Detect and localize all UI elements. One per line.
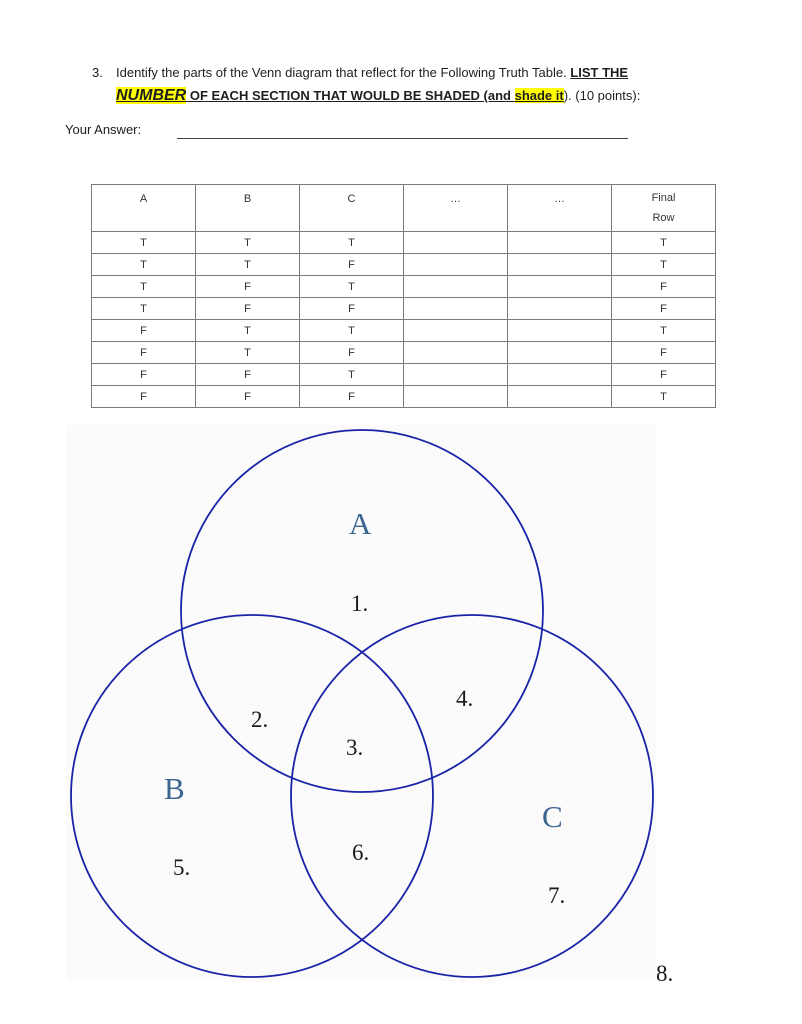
truth-table-cell: T	[612, 232, 716, 254]
truth-table-cell: T	[92, 254, 196, 276]
section-2[interactable]: 2.	[251, 707, 269, 732]
truth-table-cell: T	[196, 342, 300, 364]
truth-table-cell: F	[92, 386, 196, 408]
truth-table-cell: T	[300, 364, 404, 386]
header-a: A	[92, 185, 196, 232]
truth-table-cell: T	[196, 320, 300, 342]
truth-table-cell: F	[612, 364, 716, 386]
truth-table-cell: F	[300, 386, 404, 408]
shade-it-highlight: shade it	[514, 88, 564, 103]
circle-c	[291, 615, 653, 977]
section-7[interactable]: 7.	[548, 883, 566, 908]
header-c: C	[300, 185, 404, 232]
truth-table-cell: T	[612, 386, 716, 408]
truth-table-cell: F	[196, 386, 300, 408]
section-5[interactable]: 5.	[173, 855, 191, 880]
truth-table-cell: T	[300, 276, 404, 298]
truth-table-cell: F	[300, 298, 404, 320]
truth-table-cell: T	[300, 320, 404, 342]
truth-table-cell: F	[196, 276, 300, 298]
truth-table-cell: T	[92, 298, 196, 320]
truth-table-cell: F	[612, 298, 716, 320]
answer-label: Your Answer:	[65, 122, 142, 137]
section-6[interactable]: 6.	[352, 840, 370, 865]
header-final-row: Final Row	[612, 185, 716, 232]
truth-table-cell: F	[196, 298, 300, 320]
truth-table-cell: F	[612, 342, 716, 364]
truth-table-cell: T	[196, 254, 300, 276]
truth-table-cell: F	[196, 364, 300, 386]
question-text-part: Identify the parts of the Venn diagram that reflect for the Following Truth Table.	[116, 65, 571, 80]
truth-table-cell: T	[612, 254, 716, 276]
truth-table-cell: T	[196, 232, 300, 254]
section-1[interactable]: 1.	[351, 591, 369, 616]
truth-table-cell: T	[300, 232, 404, 254]
set-label-a: A	[349, 506, 372, 541]
truth-table-cell: F	[92, 320, 196, 342]
header-b: B	[196, 185, 300, 232]
question-emphasis-2: OF EACH SECTION THAT WOULD BE SHADED (and	[186, 88, 515, 103]
truth-table-cell: F	[92, 364, 196, 386]
question-number: 3.	[92, 65, 103, 80]
section-3[interactable]: 3.	[346, 735, 364, 760]
set-label-c: C	[542, 799, 563, 834]
truth-table-cell: T	[92, 232, 196, 254]
section-4[interactable]: 4.	[456, 686, 474, 711]
question-emphasis: LIST THE	[570, 65, 629, 80]
truth-table-cell: F	[300, 342, 404, 364]
set-label-b: B	[164, 771, 185, 806]
truth-table-cell: T	[612, 320, 716, 342]
truth-table-cell: F	[612, 276, 716, 298]
question-number-emphasis: NUMBER	[116, 87, 187, 104]
truth-table-cell: F	[92, 342, 196, 364]
truth-table-cell: F	[300, 254, 404, 276]
question-points: ). (10 points):	[563, 88, 641, 103]
header-ellipsis-1: …	[404, 185, 508, 232]
section-8[interactable]: 8.	[656, 961, 674, 986]
truth-table-cell: T	[92, 276, 196, 298]
circle-b	[71, 615, 433, 977]
header-ellipsis-2: …	[508, 185, 612, 232]
